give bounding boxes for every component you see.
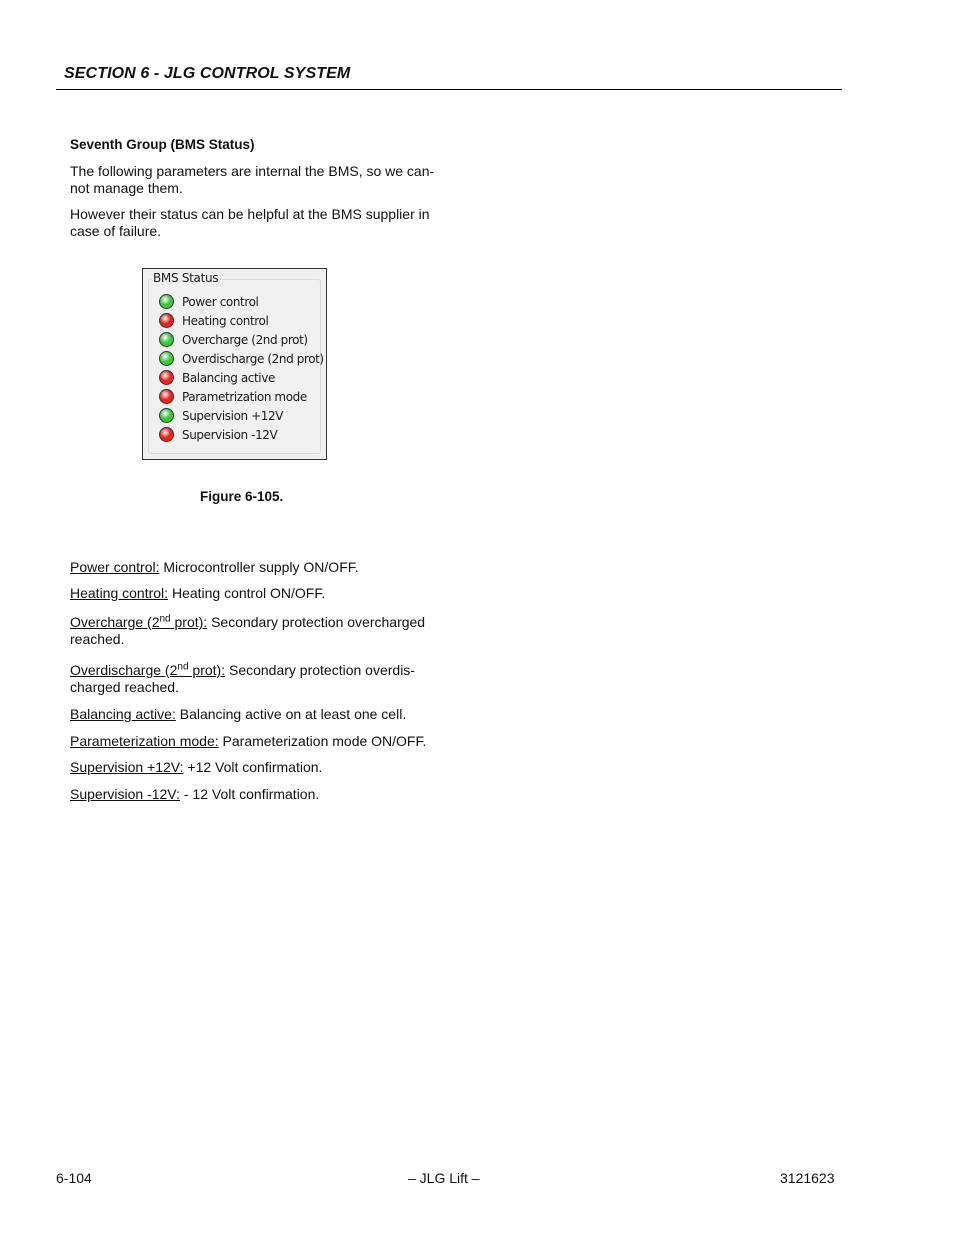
bms-status-group [148, 279, 324, 454]
figure-caption: Figure 6-105. [200, 489, 284, 504]
bms-status-label: Balancing active [182, 370, 275, 385]
intro-paragraph-1: The following parameters are internal the BMS, so we can-not manage them. [70, 163, 435, 196]
definition-overdischarge [70, 662, 440, 696]
definition-power-control [70, 559, 440, 576]
status-led-icon [159, 389, 174, 404]
definition-term: Supervision -12V: [70, 786, 180, 802]
intro-paragraph-2: However their status can be helpful at the BMS supplier in case of failure. [70, 206, 430, 239]
group-heading: Seventh Group (BMS Status) [70, 137, 255, 152]
bms-status-label: Supervision +12V [182, 408, 284, 423]
status-led-icon [159, 408, 174, 423]
bms-status-item [159, 368, 275, 387]
definition-term: Balancing active: [70, 706, 176, 722]
definition-text: Parameterization mode ON/OFF. [218, 733, 427, 749]
status-led-icon [159, 370, 174, 385]
definition-text: Heating control ON/OFF. [168, 585, 326, 601]
definition-term: Supervision +12V: [70, 759, 184, 775]
bms-status-label: Supervision -12V [182, 427, 278, 442]
status-led-icon [159, 294, 174, 309]
bms-status-item [159, 311, 268, 330]
bms-status-label: Power control [182, 294, 259, 309]
definition-balancing-active [70, 706, 440, 723]
bms-status-label: Overcharge (2nd prot) [182, 332, 308, 347]
bms-status-label: Parametrization mode [182, 389, 307, 404]
bms-status-item [159, 406, 283, 425]
definition-term: Overdischarge (2nd prot): [70, 661, 226, 678]
status-led-icon [159, 313, 174, 328]
definition-text: Secondary protection overdis-charged reached. [70, 662, 415, 695]
bms-status-label: Overdischarge (2nd prot) [182, 351, 324, 366]
bms-status-title: BMS Status [153, 271, 219, 285]
document-number: 3121623 [780, 1170, 835, 1186]
bms-status-item [159, 425, 277, 444]
definition-term: Parameterization mode: [70, 733, 219, 749]
status-led-icon [159, 427, 174, 442]
bms-status-item [159, 292, 259, 311]
bms-status-item [159, 387, 307, 406]
status-led-icon [159, 351, 174, 366]
footer-brand: – JLG Lift – [408, 1170, 480, 1186]
definition-text: - 12 Volt confirmation. [179, 786, 320, 802]
status-led-icon [159, 332, 174, 347]
bms-status-label: Heating control [182, 313, 269, 328]
definition-text: Secondary protection overcharged reached. [70, 614, 426, 647]
definition-overcharge [70, 614, 440, 648]
definition-text: Microcontroller supply ON/OFF. [159, 559, 359, 575]
definition-parameterization-mode [70, 733, 440, 750]
definition-supervision-minus [70, 786, 440, 803]
definition-text: Balancing active on at least one cell. [175, 706, 407, 722]
definition-term: Overcharge (2nd prot): [70, 613, 208, 630]
bms-status-panel [142, 268, 327, 460]
definition-term: Heating control: [70, 585, 169, 601]
section-title: SECTION 6 - JLG CONTROL SYSTEM [64, 65, 351, 82]
header-rule [56, 89, 842, 90]
definition-term: Power control: [70, 559, 160, 575]
definition-supervision-plus [70, 759, 440, 776]
bms-status-item [159, 349, 324, 368]
definition-text: +12 Volt confirmation. [183, 759, 323, 775]
definition-heating-control [70, 585, 440, 602]
bms-status-item [159, 330, 308, 349]
page-number: 6-104 [56, 1170, 92, 1186]
